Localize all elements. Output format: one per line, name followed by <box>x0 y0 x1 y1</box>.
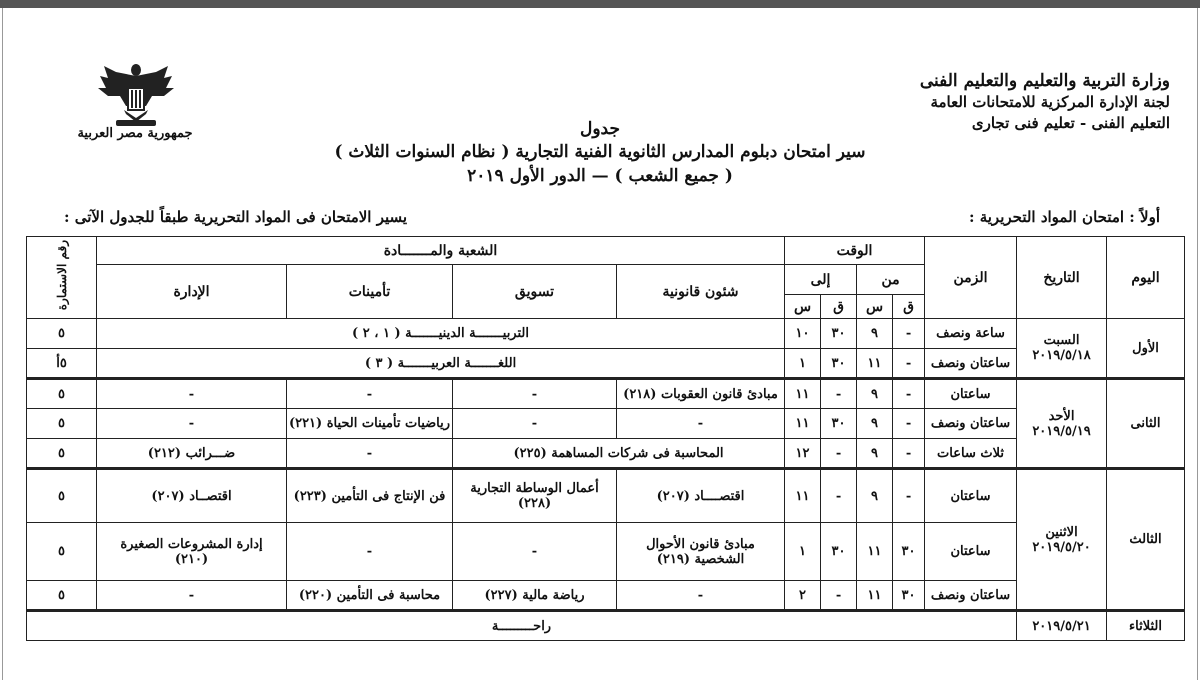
header-legal: شئون قانونية <box>617 265 785 319</box>
header-form-no: رقم الاستمارة <box>27 237 97 319</box>
header-admin: الإدارة <box>97 265 287 319</box>
to-s-cell: ١١ <box>785 469 821 523</box>
subject-cell: التربيـــــــة الدينيـــــــة ( ١ ، ٢ ) <box>97 319 785 349</box>
insurance-cell: - <box>287 379 453 409</box>
from-q-cell: - <box>893 439 925 469</box>
marketing-cell: أعمال الوساطة التجارية (٢٢٨) <box>453 469 617 523</box>
from-q-cell: - <box>893 319 925 349</box>
document-heading <box>300 118 900 188</box>
header-to-q: ق <box>821 295 857 319</box>
date-cell: الاثنين ٢٠١٩/٥/٢٠ <box>1017 469 1107 611</box>
to-s-cell: ١٠ <box>785 319 821 349</box>
marketing-cell: رياضة مالية (٢٢٧) <box>453 581 617 611</box>
from-s-cell: ١١ <box>857 523 893 581</box>
date-cell: الأحد ٢٠١٩/٥/١٩ <box>1017 379 1107 469</box>
insurance-cell: رياضيات تأمينات الحياة (٢٢١) <box>287 409 453 439</box>
legal-cell: - <box>617 409 785 439</box>
form-cell: ٥ <box>27 439 97 469</box>
from-s-cell: ٩ <box>857 379 893 409</box>
from-s-cell: ٩ <box>857 469 893 523</box>
page-left-edge <box>2 8 3 680</box>
from-s-cell: ١١ <box>857 581 893 611</box>
duration-cell: ساعتان ونصف <box>925 349 1017 379</box>
from-s-cell: ١١ <box>857 349 893 379</box>
to-q-cell: ٣٠ <box>821 523 857 581</box>
to-s-cell: ١١ <box>785 409 821 439</box>
duration-cell: ساعتان <box>925 469 1017 523</box>
heading-line-2: سير امتحان دبلوم المدارس الثانوية الفنية التجارية ( نظام السنوات الثلاث ) <box>334 142 866 162</box>
from-s-cell: ٩ <box>857 439 893 469</box>
from-s-cell: ٩ <box>857 319 893 349</box>
day-cell: الثلاثاء <box>1107 611 1185 641</box>
rest-cell: راحـــــــــة <box>27 611 1017 641</box>
admin-cell: إدارة المشروعات الصغيرة (٢١٠) <box>97 523 287 581</box>
from-q-cell: - <box>893 379 925 409</box>
duration-cell: ساعتان <box>925 379 1017 409</box>
heading-line-3: ( جميع الشعب ) — الدور الأول ٢٠١٩ <box>467 166 733 186</box>
from-q-cell: - <box>893 409 925 439</box>
admin-cell: - <box>97 409 287 439</box>
ministry-line-1: وزارة التربية والتعليم والتعليم الفنى <box>919 71 1170 91</box>
table-row <box>27 349 1185 379</box>
to-s-cell: ٢ <box>785 581 821 611</box>
date-cell: ٢٠١٩/٥/٢١ <box>1017 611 1107 641</box>
legal-cell: مبادئ قانون العقوبات (٢١٨) <box>617 379 785 409</box>
top-border-bar <box>0 0 1200 8</box>
form-cell: ٥أ <box>27 349 97 379</box>
subject-cell: اللغـــــــة العربيـــــــة ( ٣ ) <box>97 349 785 379</box>
to-q-cell: - <box>821 439 857 469</box>
section-note: يسير الامتحان فى المواد التحريرية طبقاً للجدول الآتى : <box>64 208 408 226</box>
to-s-cell: ١١ <box>785 379 821 409</box>
to-q-cell: ٣٠ <box>821 319 857 349</box>
header-branch-subject: الشعبة والمـــــــادة <box>97 237 785 265</box>
section-title: أولاً : امتحان المواد التحريرية : <box>968 208 1160 226</box>
ministry-line-2: لجنة الإدارة المركزية للامتحانات العامة <box>930 93 1170 111</box>
to-q-cell: ٣٠ <box>821 409 857 439</box>
from-s-cell: ٩ <box>857 409 893 439</box>
header-from: من <box>857 265 925 295</box>
duration-cell: ساعتان ونصف <box>925 409 1017 439</box>
day-cell: الثالث <box>1107 469 1185 611</box>
table-row <box>27 469 1185 523</box>
legal-cell: مبادئ قانون الأحوال الشخصية (٢١٩) <box>617 523 785 581</box>
from-q-cell: ٣٠ <box>893 581 925 611</box>
header-duration: الزمن <box>925 237 1017 319</box>
insurance-cell: - <box>287 523 453 581</box>
table-row <box>27 319 1185 349</box>
marketing-cell: - <box>453 379 617 409</box>
to-q-cell: - <box>821 379 857 409</box>
legal-marketing-cell: المحاسبة فى شركات المساهمة (٢٢٥) <box>453 439 785 469</box>
header-date: التاريخ <box>1017 237 1107 319</box>
day-cell: الثانى <box>1107 379 1185 469</box>
header-to: إلى <box>785 265 857 295</box>
header-day: اليوم <box>1107 237 1185 319</box>
day-cell: الأول <box>1107 319 1185 379</box>
form-cell: ٥ <box>27 409 97 439</box>
marketing-cell: - <box>453 409 617 439</box>
from-q-cell: - <box>893 469 925 523</box>
duration-cell: ثلاث ساعات <box>925 439 1017 469</box>
header-from-s: س <box>857 295 893 319</box>
duration-cell: ساعتان ونصف <box>925 581 1017 611</box>
from-q-cell: - <box>893 349 925 379</box>
insurance-cell: فن الإنتاج فى التأمين (٢٢٣) <box>287 469 453 523</box>
insurance-cell: - <box>287 439 453 469</box>
date-cell: السبت ٢٠١٩/٥/١٨ <box>1017 319 1107 379</box>
duration-cell: ساعتان <box>925 523 1017 581</box>
to-s-cell: ١٢ <box>785 439 821 469</box>
to-q-cell: ٣٠ <box>821 349 857 379</box>
header-time: الوقت <box>785 237 925 265</box>
emblem-caption: جمهورية مصر العربية <box>77 126 193 141</box>
admin-cell: - <box>97 379 287 409</box>
table-row <box>27 611 1185 641</box>
to-q-cell: - <box>821 469 857 523</box>
page-right-edge <box>1197 8 1198 680</box>
exam-schedule-table <box>26 236 1185 641</box>
legal-cell: - <box>617 581 785 611</box>
form-cell: ٥ <box>27 469 97 523</box>
table-row <box>27 439 1185 469</box>
from-q-cell: ٣٠ <box>893 523 925 581</box>
header-insurance: تأمينات <box>287 265 453 319</box>
to-s-cell: ١ <box>785 349 821 379</box>
table-row <box>27 379 1185 409</box>
table-row <box>27 523 1185 581</box>
to-s-cell: ١ <box>785 523 821 581</box>
table-row <box>27 581 1185 611</box>
header-from-q: ق <box>893 295 925 319</box>
form-cell: ٥ <box>27 379 97 409</box>
heading-line-1: جدول <box>580 119 620 139</box>
admin-cell: اقتصــاد (٢٠٧) <box>97 469 287 523</box>
header-marketing: تسويق <box>453 265 617 319</box>
ministry-line-3: التعليم الفنى - تعليم فنى تجارى <box>971 114 1170 132</box>
marketing-cell: - <box>453 523 617 581</box>
form-cell: ٥ <box>27 319 97 349</box>
header-to-s: س <box>785 295 821 319</box>
table-row <box>27 409 1185 439</box>
form-cell: ٥ <box>27 581 97 611</box>
duration-cell: ساعة ونصف <box>925 319 1017 349</box>
admin-cell: - <box>97 581 287 611</box>
legal-cell: اقتصــــاد (٢٠٧) <box>617 469 785 523</box>
admin-cell: ضـــرائب (٢١٢) <box>97 439 287 469</box>
to-q-cell: - <box>821 581 857 611</box>
insurance-cell: محاسبة فى التأمين (٢٢٠) <box>287 581 453 611</box>
form-cell: ٥ <box>27 523 97 581</box>
